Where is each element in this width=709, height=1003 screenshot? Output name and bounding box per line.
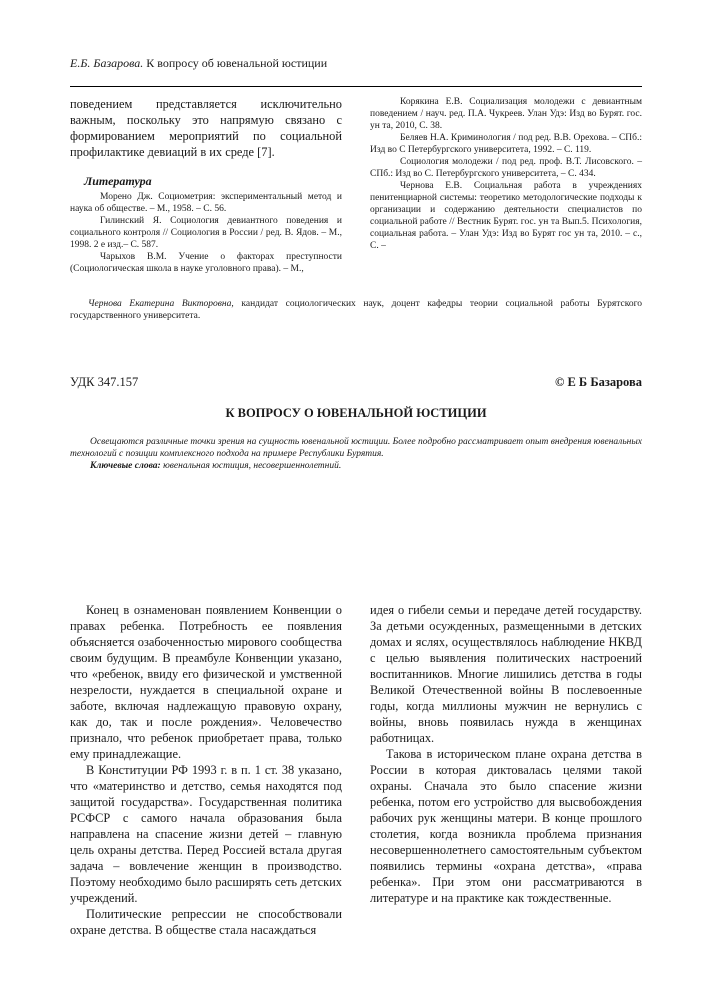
reference-item: Социология молодежи / под ред. проф. В.Т. Лисовского. – СПб.: Изд во С. Петербургского университета, – С. 434.	[370, 157, 642, 179]
literature-heading: Литература	[84, 174, 152, 188]
header-rule	[70, 86, 642, 87]
running-header	[70, 56, 327, 71]
body-paragraph: Такова в историческом плане охрана детства в России в которая диктовалась целями такой охраны. Сначала это было спасение жизни ребенка, потом его устройство для высвобождения рабочих рук женщины матери. В конце прошлого столетия, когда возникла проблема признания несовершеннолетнего самостоятельным субъектом появились термины «охрана детства», «права ребенка». При этом они рассматриваются в литературе и на практике как тождественные.	[370, 747, 642, 905]
article-body-left-column	[70, 602, 342, 938]
article-keywords	[70, 460, 642, 472]
reference-item: Чарыхов В.М. Учение о факторах преступности (Социологическая школа в науке уголовного права). – М.,	[70, 252, 342, 274]
body-paragraph: Политические репрессии не способствовали охране детства. В обществе стала насаждаться	[70, 907, 342, 937]
copyright-author: © Е Б Базарова	[555, 375, 642, 389]
reference-item: Корякина Е.В. Социализация молодежи с девиантным поведением / науч. ред. П.А. Чукреев. Улан Удэ: Изд во Бурят. гос. ун та, 2010, С. 38.	[370, 97, 642, 131]
reference-item: Беляев Н.А. Криминология / под ред. В.В. Орехова. – СПб.: Изд во С Петербургского университета, 1992. – С. 119.	[370, 133, 642, 155]
keywords-list: ювенальная юстиция, несовершеннолетний.	[160, 461, 342, 471]
author-info-text: кандидат социологических наук, доцент кафедры теории социальной работы Бурятского государственного университета.	[70, 299, 643, 321]
keywords-label: Ключевые слова:	[90, 461, 161, 471]
article-abstract: Освещаются различные точки зрения на сущность ювенальной юстиции. Более подробно рассматривает опыт внедрения ювенальных технологий с позиции комплексного подхода на примере Республики Бурятия.	[70, 437, 642, 459]
previous-article-ending: поведением представляется исключительно важным, поскольку это напрямую связано с формированием мероприятий по социальной профилактике девиаций в их среде [7].	[70, 97, 342, 159]
body-paragraph: В Конституции РФ 1993 г. в п. 1 ст. 38 указано, что «материнство и детство, семья находятся под защитой государства». Государственная политика РСФСР с самого начала образования была направлена на спасение жизни детей – главную цель охраны детства. Перед Россией встала другая задача – вовлечение женщин в производство. Поэтому необходимо было расширять сеть детских учреждений.	[70, 763, 342, 905]
previous-article-right-column	[370, 96, 642, 252]
reference-item: Гилинский Я. Социология девиантного поведения и социального контроля // Социология в России / ред. В. Ядов. – М., 1998. 2 е изд.– С. 587.	[70, 216, 342, 250]
author-info-name: Чернова Екатерина Викторовна,	[88, 299, 234, 309]
reference-item: Чернова Е.В. Социальная работа в учреждениях пенитенциарной системы: теоретико методологические подходы к организации и содержанию деятельности специалистов по социальной работе // Вестник Бурят. гос. ун та Вып.5. Психология, социальная работа. – Улан Удэ: Изд во Бурят гос ун та, 2010. – с., С. –	[370, 181, 642, 251]
article-body-right-column	[370, 602, 642, 906]
body-paragraph: идея о гибели семьи и передаче детей государству. За детьми осужденных, размещенными в детских домах и яслях, осуществлялось наблюдение НКВД с целью выявления политических настроений воспитанников. Многие лишились детства в годы Великой Отечественной войны В послевоенные годы, когда миллионы мужчин не вернулись с войны, вновь появилась нужда в женщинах работницах.	[370, 603, 642, 745]
header-author: Е.Б. Базарова.	[70, 56, 144, 70]
udc-code: УДК 347.157	[70, 375, 139, 389]
header-title: К вопросу об ювенальной юстиции	[146, 56, 328, 70]
reference-item: Морено Дж. Социометрия: экспериментальный метод и наука об обществе. – М., 1958. – С. 56.	[70, 192, 342, 214]
author-info	[70, 298, 642, 322]
body-paragraph: Конец в ознаменован появлением Конвенции о правах ребенка. Потребность ее появления объясняется озабоченностью мирового сообщества своим будущим. В преамбуле Конвенции указано, что «ребенок, ввиду его физической и умственной незрелости, нуждается в специальной охране и заботе, включая надлежащую правовую охрану, как до, так и после рождения». Человечество признало, что ребенок приобретает права, только ему принадлежащие.	[70, 603, 342, 761]
previous-article-left-column	[70, 96, 342, 275]
article-title: К ВОПРОСУ О ЮВЕНАЛЬНОЙ ЮСТИЦИИ	[225, 406, 487, 420]
